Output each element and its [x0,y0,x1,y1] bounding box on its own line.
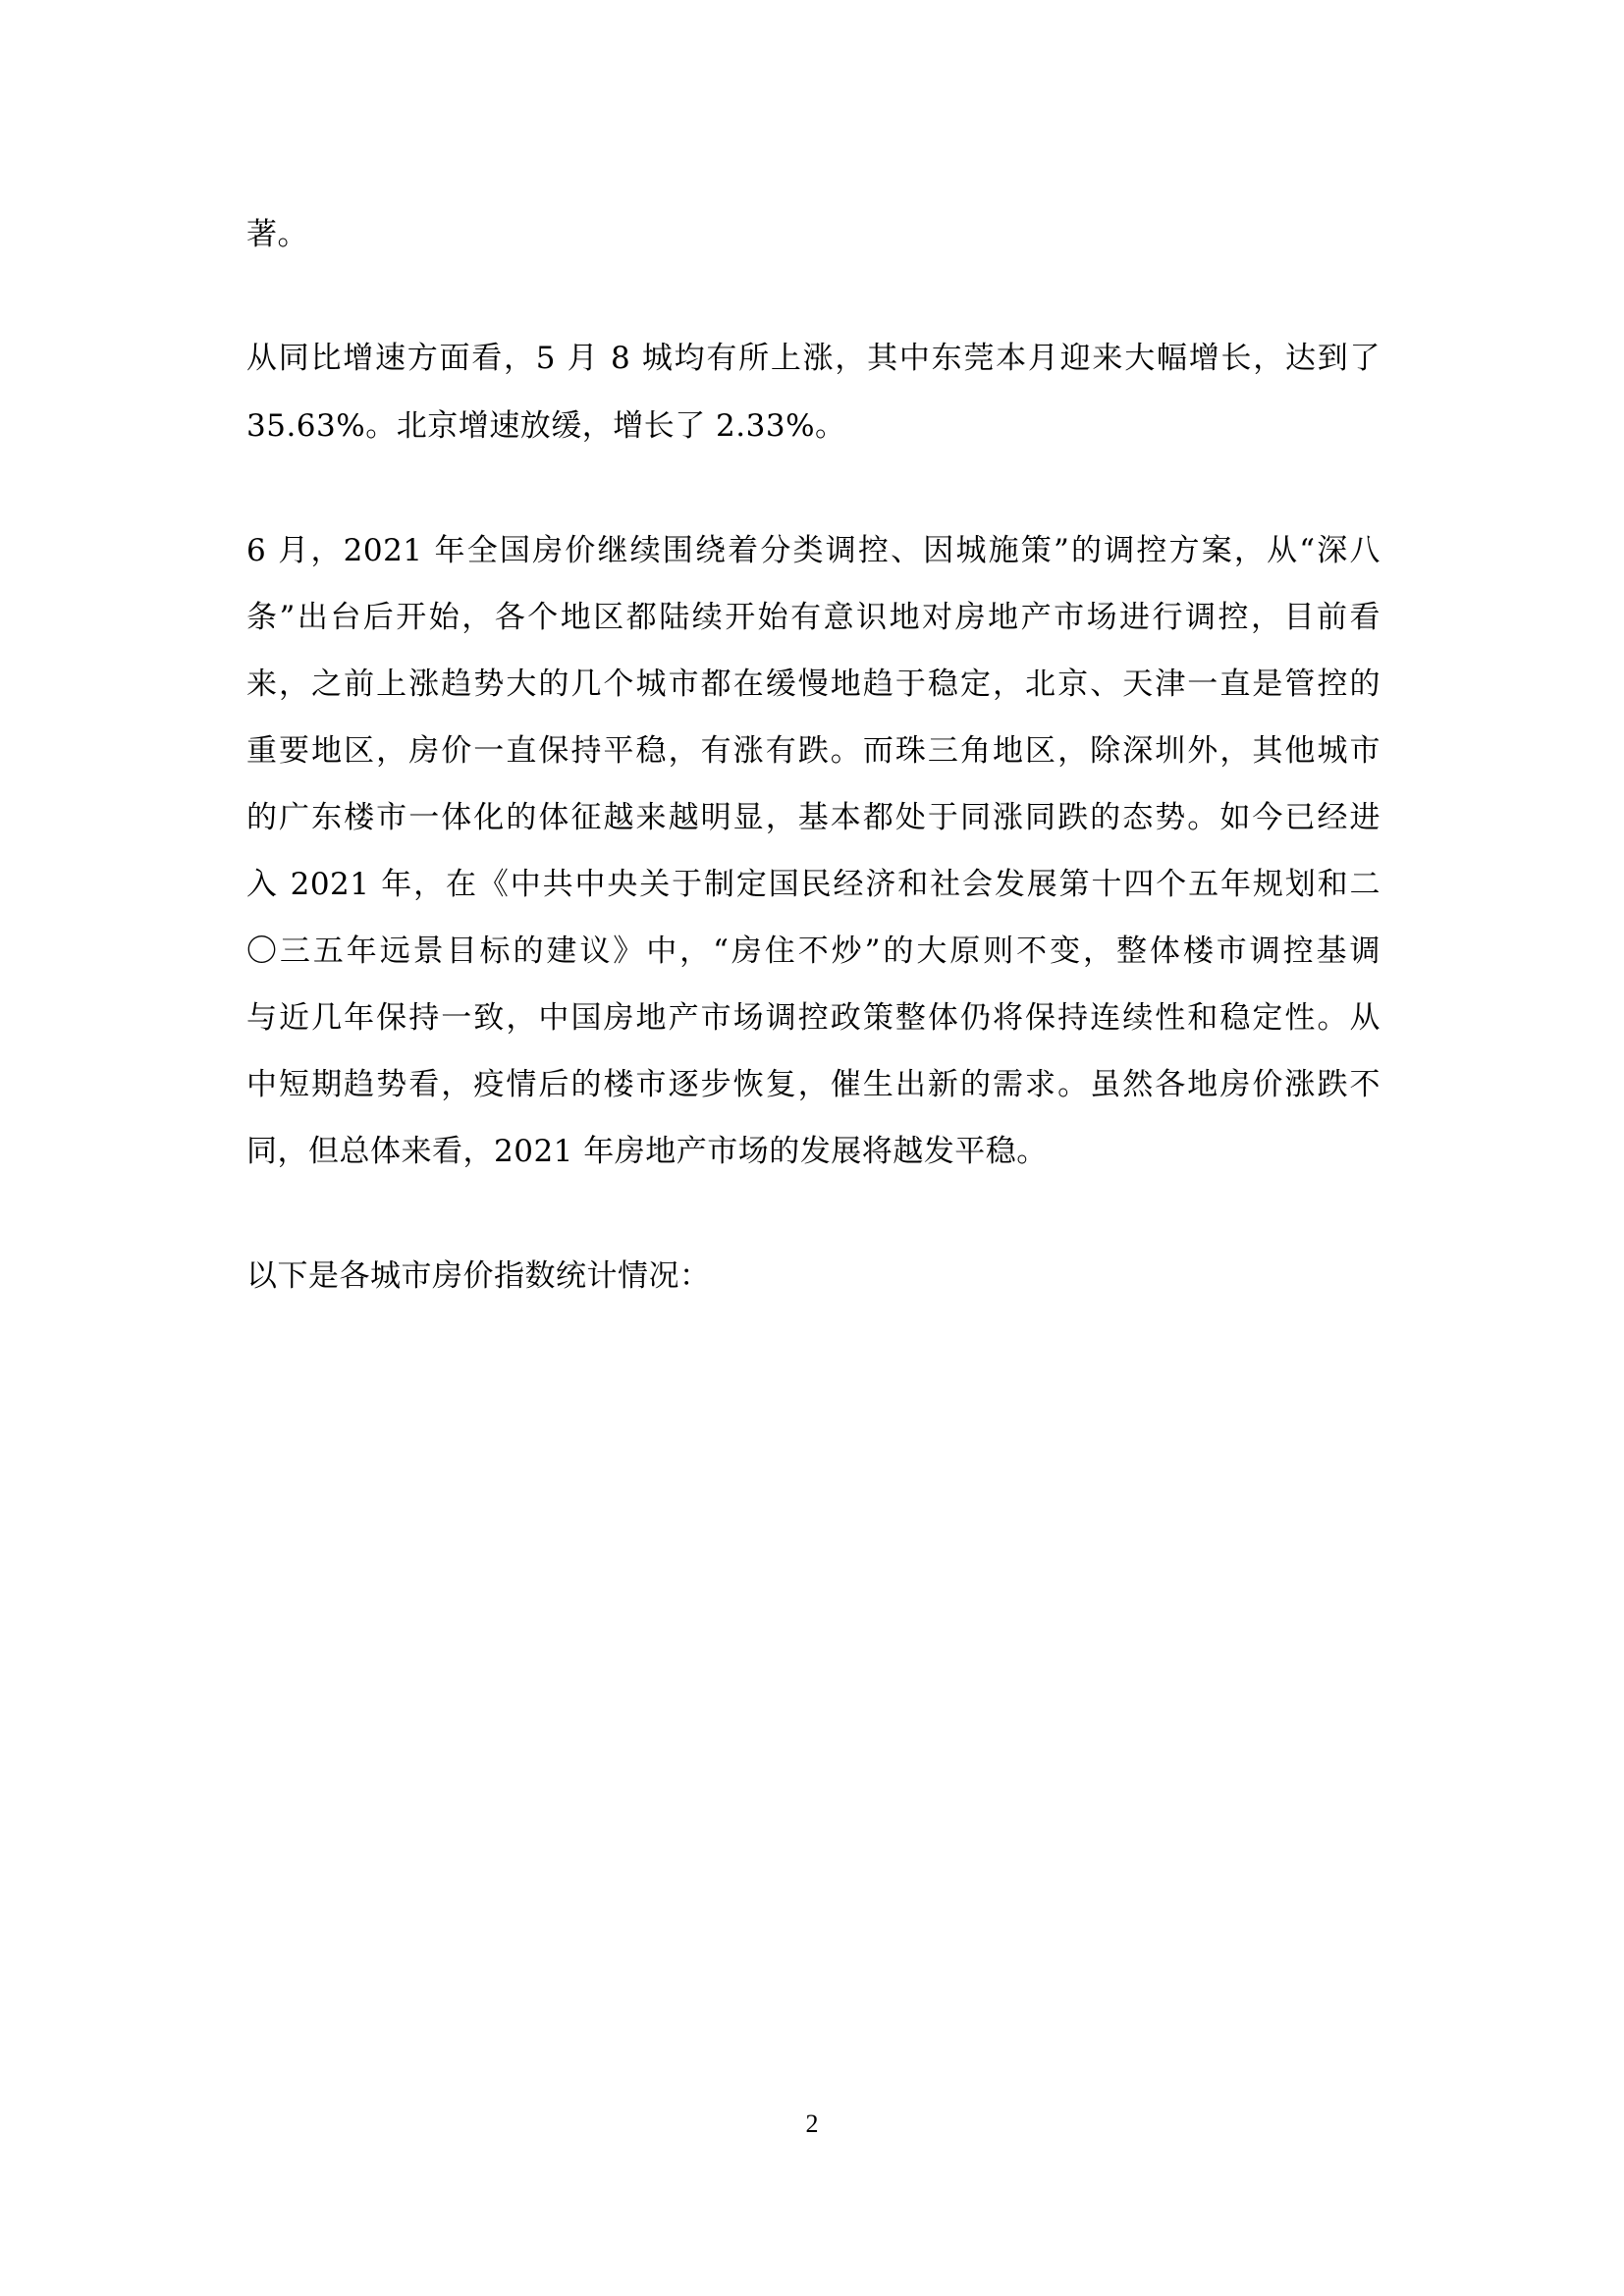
text-line: 以下是各城市房价指数统计情况： [246,1258,711,1294]
page-number: 2 [805,2109,819,2138]
text-line: 重要地区，房价一直保持平稳，有涨有跌。而珠三角地区，除深圳外，其他城市 [246,733,1380,769]
text-line: 来，之前上涨趋势大的几个城市都在缓慢地趋于稳定，北京、天津一直是管控的 [246,667,1380,702]
text-line: 著。 [246,217,308,252]
text-line: 与近几年保持一致，中国房地产市场调控政策整体仍将保持连续性和稳定性。从 [246,1000,1380,1036]
text-line: 6 月，2021 年全国房价继续围绕着分类调控、因城施策”的调控方案，从“深八 [246,533,1380,568]
text-line: 〇三五年远景目标的建议》中，“房住不炒”的大原则不变，整体楼市调控基调 [246,934,1380,969]
text-line: 的广东楼市一体化的体征越来越明显，基本都处于同涨同跌的态势。如今已经进 [246,800,1380,835]
text-line: 同，但总体来看，2021 年房地产市场的发展将越发平稳。 [246,1134,1048,1169]
text-line: 条”出台后开始，各个地区都陆续开始有意识地对房地产市场进行调控，目前看 [246,600,1380,635]
text-line: 中短期趋势看，疫情后的楼市逐步恢复，催生出新的需求。虽然各地房价涨跌不 [246,1067,1380,1102]
text-line: 35.63%。北京增速放缓，增长了 2.33%。 [246,408,846,444]
text-line: 入 2021 年，在《中共中央关于制定国民经济和社会发展第十四个五年规划和二 [246,867,1380,902]
text-line: 从同比增速方面看，5 月 8 城均有所上涨，其中东莞本月迎来大幅增长，达到了 [246,341,1380,376]
